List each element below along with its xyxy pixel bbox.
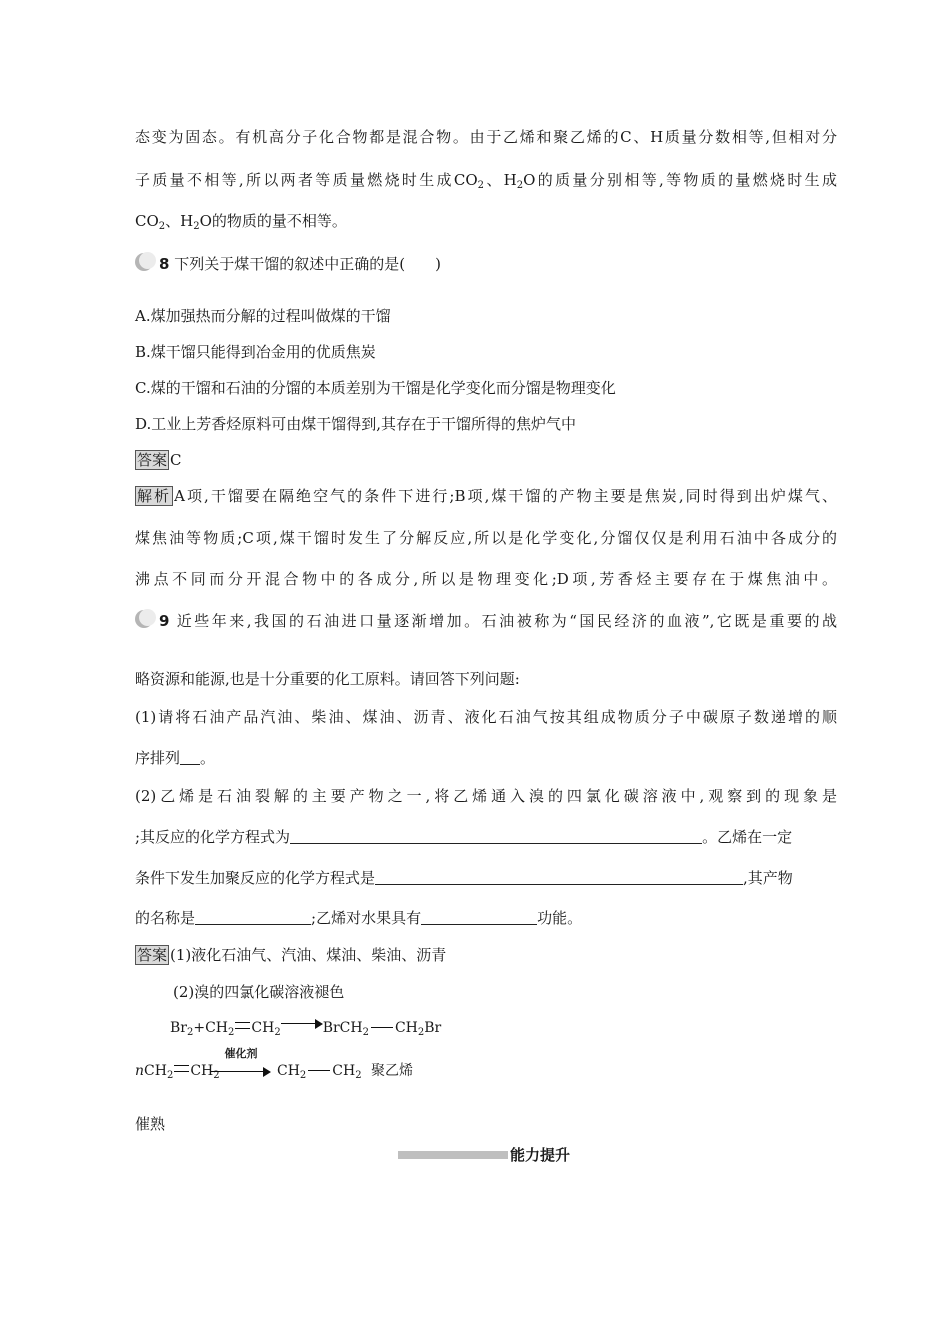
answer-blank [195,908,311,925]
part-1-line-1: (1)请将石油产品汽油、柴油、煤油、沥青、液化石油气按其组成物质分子中碳原子数递增的顺 [135,708,837,726]
answer-9-tail: 催熟 [135,1115,166,1133]
part-2-line-1: (2)乙烯是石油裂解的主要产物之一,将乙烯通入溴的四氯化碳溶液中,观察到的现象是 [135,787,837,805]
reaction-arrow-icon [281,1018,323,1030]
option-b: B.煤干馏只能得到冶金用的优质焦炭 [135,343,376,361]
part-1-line-2: 序排列 。 [135,749,216,767]
analysis-line-3: 沸点不同而分开混合物中的各成分,所以是物理变化;D项,芳香烃主要存在于煤焦油中。 [135,570,837,588]
question-marker-icon [135,252,159,272]
option-d: D.工业上芳香烃原料可由煤干馏得到,其存在于干馏所得的焦炉气中 [135,415,577,433]
answer-blank [375,868,743,885]
part-2-line-3: 条件下发生加聚反应的化学方程式是 ,其产物 [135,869,793,887]
explanation-line-1: 态变为固态。有机高分子化合物都是混合物。由于乙烯和聚乙烯的C、H质量分数相等,但相对分 [135,128,837,146]
answer-tag: 答案 [137,946,168,964]
analysis-line-1: 解析 A项,干馏要在隔绝空气的条件下进行;B项,煤干馏的产物主要是焦炭,同时得到出炉煤气、 [137,487,837,505]
equation-bromination: $Br_2+CH_2$ $CH_2$ BrCH$_2$ $CH_2Br$ [170,1020,442,1038]
catalyst-label: 催化剂 [224,1047,258,1060]
answer-9-part-1: 答案 (1)液化石油气、汽油、煤油、柴油、沥青 [137,946,447,964]
section-bar [398,1151,508,1159]
answer-tag: 答案 [137,451,168,469]
option-c: C.煤的干馏和石油的分馏的本质差别为干馏是化学变化而分馏是物理变化 [135,379,616,397]
single-bond [308,1070,330,1071]
part-2-line-4: 的名称是 ;乙烯对水果具有 功能。 [135,909,583,927]
question-number: 8 [159,255,170,273]
explanation-line-3: $CO_2$、$H_2O$的物质的量不相等。 [135,212,347,232]
double-bond [235,1022,250,1029]
explanation-line-2: 子质量不相等,所以两者等质量燃烧时生成$CO_2$、$H_2O$的质量分别相等,等物质的量燃烧时生成 [135,171,837,191]
answer-blank [290,827,702,844]
answer-blank [180,748,200,765]
equation-polymerization: nCH$_2$ $CH_2$ 催化剂 $CH_2$ $CH_2$ 聚乙烯 [135,1061,435,1085]
polymer-formula: $CH_2$ $CH_2$ [277,1063,362,1081]
analysis-line-2: 煤焦油等物质;C项,煤干馏时发生了分解反应,所以是化学变化,分馏仅仅是利用石油中各成分的 [135,529,837,547]
question-marker-icon [135,609,159,629]
answer-blank [421,908,537,925]
section-title: 能力提升 [510,1146,571,1164]
single-bond [371,1027,393,1028]
question-8-stem: 8 下列关于煤干馏的叙述中正确的是( ) [135,252,441,274]
answer-8: 答案 C [137,451,182,469]
answer-9-part-2: (2)溴的四氯化碳溶液褪色 [173,983,345,1001]
question-9-stem-2: 略资源和能源,也是十分重要的化工原料。请回答下列问题: [135,670,520,688]
double-bond [174,1065,189,1072]
option-a: A.煤加强热而分解的过程叫做煤的干馏 [135,307,391,325]
analysis-tag: 解析 [137,487,172,505]
question-number: 9 [159,612,170,630]
polymer-name: 聚乙烯 [371,1063,413,1079]
question-9-stem: 9 近些年来,我国的石油进口量逐渐增加。石油被称为“国民经济的血液”,它既是重要的战 [135,609,837,631]
part-2-line-2: ;其反应的化学方程式为 。乙烯在一定 [135,828,793,846]
